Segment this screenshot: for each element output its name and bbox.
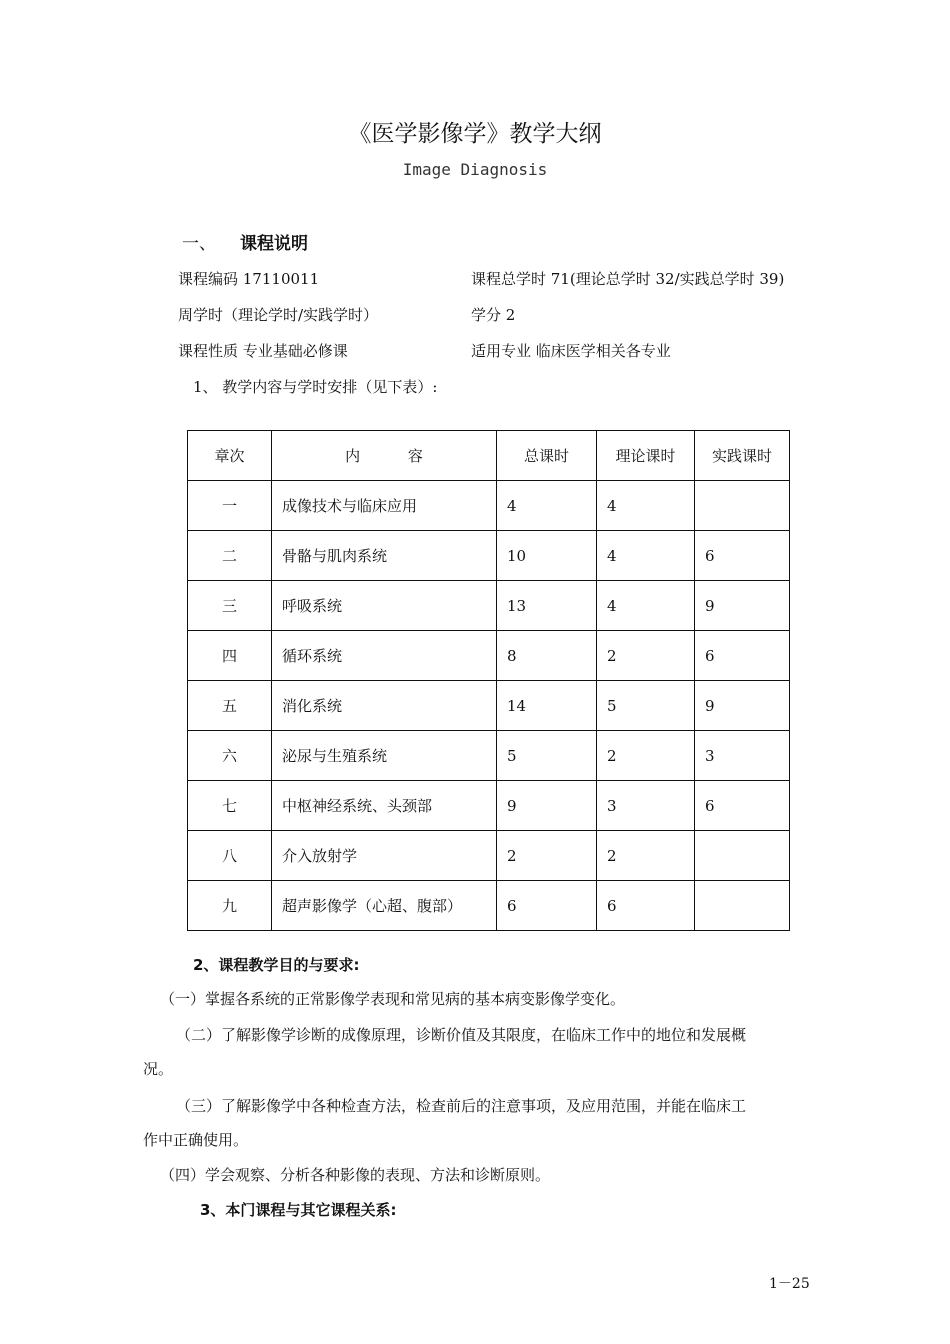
cell-chapter: 六 [188, 731, 272, 781]
cell-chapter: 四 [188, 631, 272, 681]
cell-total: 13 [497, 581, 597, 631]
goal-1: （一）掌握各系统的正常影像学表现和常见病的基本病变影像学变化。 [160, 990, 626, 1008]
document-title: 《医学影像学》教学大纲 [348, 121, 602, 147]
cell-chapter: 三 [188, 581, 272, 631]
cell-theory: 6 [597, 881, 695, 931]
table-header-row [188, 431, 790, 481]
cell-content: 介入放射学 [272, 831, 497, 881]
cell-practice [695, 481, 790, 531]
table-row [188, 731, 790, 781]
course-credits: 学分 2 [471, 306, 516, 324]
cell-total: 9 [497, 781, 597, 831]
weekly-hours: 周学时（理论学时/实践学时） [178, 306, 379, 324]
table-row [188, 481, 790, 531]
cell-practice [695, 831, 790, 881]
cell-content: 呼吸系统 [272, 581, 497, 631]
item-2-heading: 2、课程教学目的与要求: [193, 956, 360, 974]
header-theory-hours: 理论课时 [597, 431, 695, 481]
cell-total: 8 [497, 631, 597, 681]
table-row [188, 531, 790, 581]
table-row [188, 681, 790, 731]
cell-theory: 4 [597, 481, 695, 531]
cell-content: 成像技术与临床应用 [272, 481, 497, 531]
cell-practice: 9 [695, 581, 790, 631]
goal-2-line-2: 况。 [143, 1060, 174, 1078]
cell-content: 骨骼与肌肉系统 [272, 531, 497, 581]
cell-practice: 6 [695, 781, 790, 831]
cell-total: 4 [497, 481, 597, 531]
cell-practice: 6 [695, 531, 790, 581]
document-subtitle: Image Diagnosis [402, 160, 548, 179]
cell-practice: 6 [695, 631, 790, 681]
cell-total: 14 [497, 681, 597, 731]
goal-2-line-1: （二）了解影像学诊断的成像原理，诊断价值及其限度，在临床工作中的地位和发展概 [176, 1026, 747, 1044]
table-row [188, 581, 790, 631]
header-practice-hours: 实践课时 [695, 431, 790, 481]
cell-chapter: 一 [188, 481, 272, 531]
course-nature: 课程性质 专业基础必修课 [178, 342, 348, 360]
section-heading [182, 229, 308, 254]
goal-3-line-1: （三）了解影像学中各种检查方法，检查前后的注意事项，及应用范围，并能在临床工 [176, 1097, 747, 1115]
header-chapter: 章次 [188, 431, 272, 481]
cell-chapter: 二 [188, 531, 272, 581]
section-number: 一、 [182, 234, 216, 254]
applicable-majors: 适用专业 临床医学相关各专业 [471, 342, 671, 360]
cell-total: 6 [497, 881, 597, 931]
table-row [188, 631, 790, 681]
cell-theory: 4 [597, 531, 695, 581]
cell-content: 消化系统 [272, 681, 497, 731]
cell-total: 10 [497, 531, 597, 581]
goal-4: （四）学会观察、分析各种影像的表现、方法和诊断原则。 [160, 1166, 551, 1184]
cell-theory: 2 [597, 631, 695, 681]
table-row [188, 781, 790, 831]
cell-content: 泌尿与生殖系统 [272, 731, 497, 781]
cell-theory: 2 [597, 731, 695, 781]
header-total-hours: 总课时 [497, 431, 597, 481]
cell-practice: 3 [695, 731, 790, 781]
item-3-heading: 3、本门课程与其它课程关系: [200, 1201, 397, 1219]
cell-practice: 9 [695, 681, 790, 731]
cell-practice [695, 881, 790, 931]
cell-content: 超声影像学（心超、腹部） [272, 881, 497, 931]
header-content: 内 容 [272, 431, 497, 481]
cell-theory: 4 [597, 581, 695, 631]
section-title: 课程说明 [240, 234, 308, 254]
cell-chapter: 七 [188, 781, 272, 831]
cell-chapter: 九 [188, 881, 272, 931]
cell-total: 5 [497, 731, 597, 781]
table-row [188, 831, 790, 881]
cell-content: 中枢神经系统、头颈部 [272, 781, 497, 831]
cell-content: 循环系统 [272, 631, 497, 681]
cell-theory: 5 [597, 681, 695, 731]
item-1-heading: 1、 教学内容与学时安排（见下表）: [193, 378, 438, 396]
cell-theory: 3 [597, 781, 695, 831]
page-number: 1－25 [769, 1276, 810, 1292]
goal-3-line-2: 作中正确使用。 [143, 1131, 249, 1149]
course-total-hours: 课程总学时 71(理论总学时 32/实践总学时 39) [471, 270, 785, 288]
cell-theory: 2 [597, 831, 695, 881]
schedule-table [187, 430, 790, 931]
course-code: 课程编码 17110011 [178, 270, 320, 288]
cell-total: 2 [497, 831, 597, 881]
cell-chapter: 八 [188, 831, 272, 881]
table-row [188, 881, 790, 931]
cell-chapter: 五 [188, 681, 272, 731]
